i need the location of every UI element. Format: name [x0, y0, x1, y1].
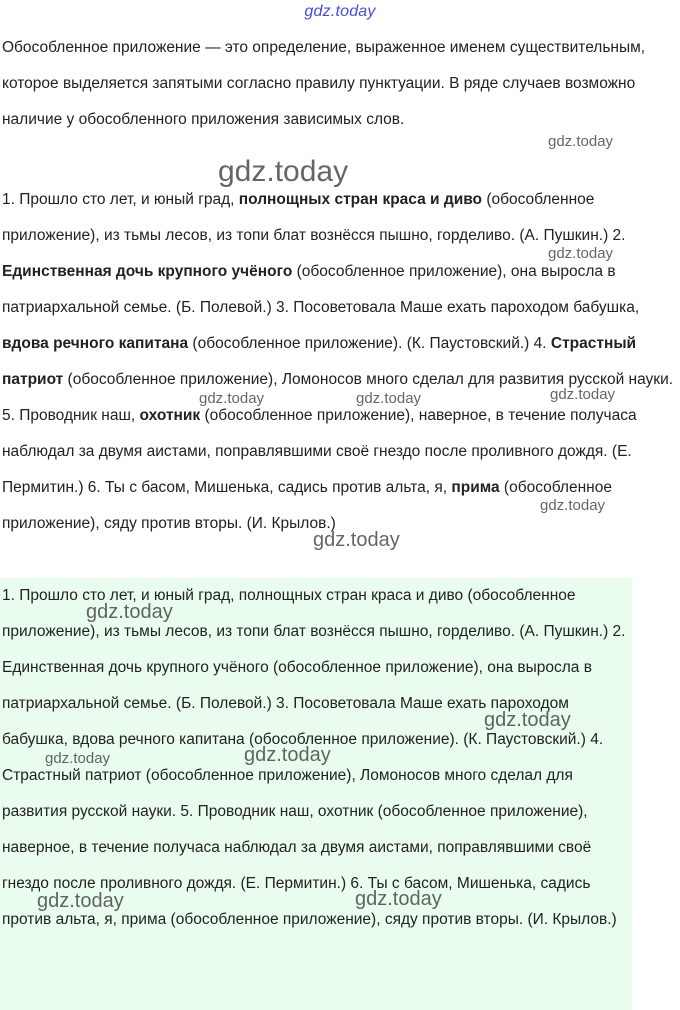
exercise-sentence-2-rest: (обособленное приложение), она выросла в патриархальной семье. (Б. Полевой.) 3. Посоветовала Маше ехать пароходом бабушка,: [2, 263, 640, 316]
watermark: gdz.today: [548, 133, 614, 150]
appositive-3: вдова речного капитана: [2, 335, 189, 352]
exercise-text: [2, 182, 678, 542]
exercise-sentence-3-rest: (обособленное приложение). (К. Паустовский.) 4.: [188, 335, 551, 352]
answer-text: 1. Прошло сто лет, и юный град, полнощных стран краса и диво (обособленное приложение), из тьмы лесов, из топи блат вознёсся пышно, горделиво. (А. Пушкин.) 2. Единственная дочь крупного учёного (обособленное приложение), она выросла в патриархальной семье. (Б. Полевой.) 3. Посоветовала Маше ехать пароходом бабушка, вдова речного капитана (обособленное приложение). (К. Паустовский.) 4. Страстный патриот (обособленное приложение), Ломоносов много сделал для развития русской науки. 5. Проводник наш, охотник (обособленное приложение), наверное, в течение получаса наблюдал за двумя аистами, поправлявшими своё гнездо после проливного дождя. (Е. Пермитин.) 6. Ты с басом, Мишенька, садись против альта, я, прима (обособленное приложение), сяду против вторы. (И. Крылов.): [2, 587, 626, 928]
appositive-4: Страстный патриот: [2, 335, 637, 388]
watermark: gdz.today: [86, 601, 173, 623]
watermark: gdz.today: [355, 888, 442, 910]
appositive-6: прима: [451, 479, 500, 496]
exercise-sentence-1-rest: (обособленное приложение), из тьмы лесов, из топи блат вознёсся пышно, горделиво. (А. Пушкин.) 2.: [2, 191, 626, 244]
watermark: gdz.today: [37, 890, 124, 912]
exercise-sentence-6-rest: (обособленное приложение), сяду против вторы. (И. Крылов.): [2, 479, 612, 532]
watermark: gdz.today: [218, 155, 349, 188]
watermark: gdz.today: [540, 497, 606, 514]
watermark: gdz.today: [548, 245, 614, 262]
appositive-5: охотник: [139, 407, 201, 424]
watermark: gdz.today: [199, 390, 265, 407]
exercise-sentence-1: 1. Прошло сто лет, и юный град,: [2, 191, 239, 208]
watermark: gdz.today: [313, 529, 400, 551]
site-logo[interactable]: gdz.today: [304, 3, 376, 20]
watermark: gdz.today: [356, 390, 422, 407]
watermark: gdz.today: [244, 744, 331, 766]
watermark: gdz.today: [484, 709, 571, 731]
exercise-sentence-5-rest: (обособленное приложение), наверное, в течение получаса наблюдал за двумя аистами, поправлявшими своё гнездо после проливного дождя. (Е. Пермитин.) 6. Ты с басом, Мишенька, садись против альта, я,: [2, 407, 637, 496]
watermark: gdz.today: [550, 386, 616, 403]
intro-text: Обособленное приложение — это определение, выраженное именем существительным, которое выделяется запятыми согласно правилу пунктуации. В ряде случаев возможно наличие у обособленного приложения зависимых слов.: [2, 39, 646, 128]
watermark: gdz.today: [45, 750, 111, 767]
exercise-sentence-4-rest: (обособленное приложение), Ломоносов много сделал для развития русской науки. 5. Проводник наш,: [2, 371, 674, 424]
appositive-1: полнощных стран краса и диво: [238, 191, 483, 208]
appositive-2: Единственная дочь крупного учёного: [2, 263, 293, 280]
